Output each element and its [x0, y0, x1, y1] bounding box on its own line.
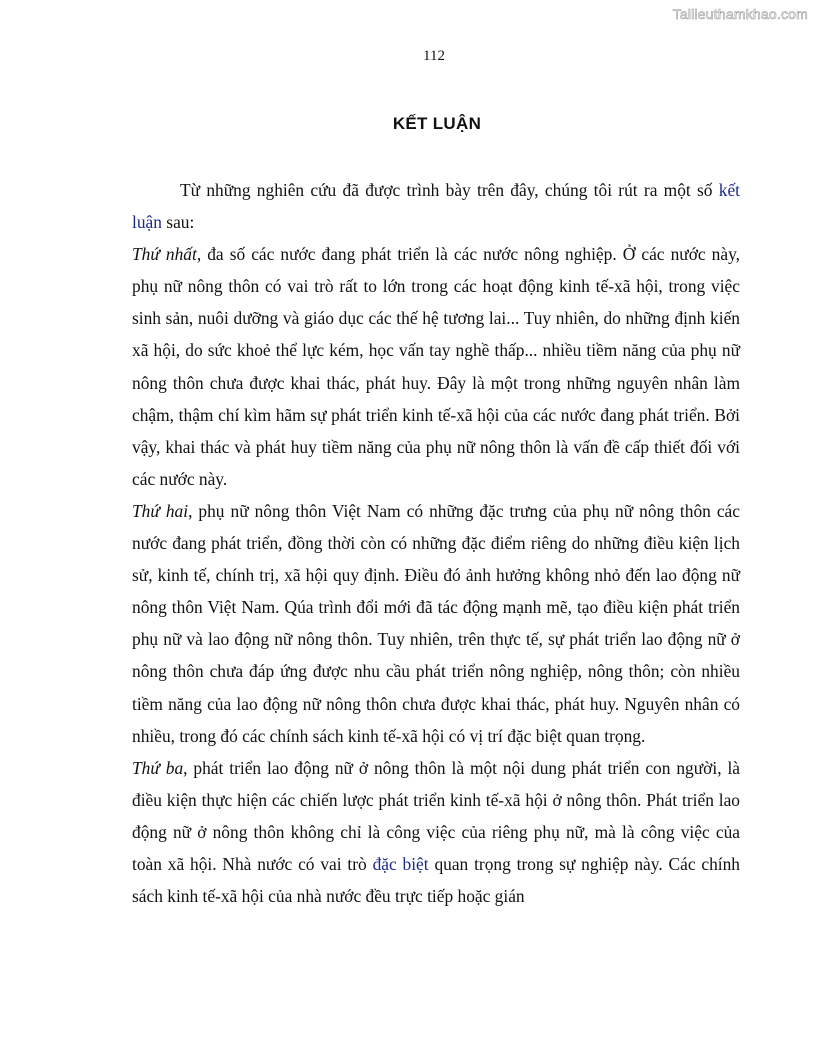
page-title: KẾT LUẬN — [392, 114, 482, 133]
paragraph-text: , phụ nữ nông thôn Việt Nam có những đặc trưng của phụ nữ nông thôn các nước đang phát triển, đồng thời còn có những đặc điểm riêng do những điều kiện lịch sử, kinh tế, chính trị, xã hội quy định. Điều đó ảnh hưởng không nhỏ đến lao động nữ nông thôn Việt Nam. Qúa trình đổi mới đã tác động mạnh mẽ, tạo điều kiện phát triển phụ nữ và lao động nữ nông thôn. Tuy nhiên, trên thực tế, sự phát triển lao động nữ ở nông thôn chưa đáp ứng được nhu cầu phát triển nông nghiệp, nông thôn; còn nhiều tiềm năng của lao động nữ nông thôn chưa được khai thác, phát huy. Nguyên nhân có nhiều, trong đó các chính sách kinh tế-xã hội có vị trí đặc biệt quan trọng. — [132, 500, 740, 746]
paragraph-text: , phát triển lao động nữ ở nông thôn là một nội dung phát triển con người, là điều kiện thực hiện các chiến lược phát triển kinh tế-xã hội ở nông thôn. Phát triển lao động nữ ở nông thôn không chỉ là công việc của riêng phụ nữ, mà là công việc của toàn xã hội. Nhà nước có vai trò — [132, 757, 740, 874]
intro-text: Từ những nghiên cứu đã được trình bày trên đây, chúng tôi rút ra một số — [180, 180, 719, 200]
page-number: 112 — [423, 48, 445, 64]
watermark-logo: Tailieuthamkhao.com — [672, 6, 808, 22]
paragraph-lead: Thứ ba — [132, 757, 184, 778]
intro-text-end: sau: — [161, 212, 195, 233]
paragraph-lead: Thứ hai — [132, 500, 189, 521]
paragraph-second — [132, 495, 740, 752]
paragraph-lead: Thứ nhất — [132, 244, 197, 265]
paragraph-text: , đa số các nước đang phát triển là các nước nông nghiệp. Ở các nước này, phụ nữ nông thôn có vai trò rất to lớn trong các hoạt động kinh tế-xã hội, trong việc sinh sản, nuôi dưỡng và giáo dục các thế hệ tương lai... Tuy nhiên, do những định kiến xã hội, do sức khoẻ thể lực kém, học vấn tay nghề thấp... nhiều tiềm năng của phụ nữ nông thôn chưa được khai thác, phát huy. Đây là một trong những nguyên nhân làm chậm, thậm chí kìm hãm sự phát triển kinh tế-xã hội của các nước đang phát triển. Bởi vậy, khai thác và phát huy tiềm năng của phụ nữ nông thôn là vấn đề cấp thiết đối với các nước này. — [132, 244, 740, 489]
conclusion-link[interactable]: kết luận — [132, 180, 740, 233]
special-link[interactable]: đặc biệt — [372, 853, 429, 874]
paragraph-first — [132, 238, 740, 495]
intro-paragraph — [132, 174, 740, 238]
paragraph-text-end: quan trọng trong sự nghiệp này. Các chính sách kinh tế-xã hội của nhà nước đều trực tiếp hoặc gián — [132, 853, 740, 907]
document-body — [132, 174, 740, 912]
paragraph-third — [132, 752, 740, 912]
